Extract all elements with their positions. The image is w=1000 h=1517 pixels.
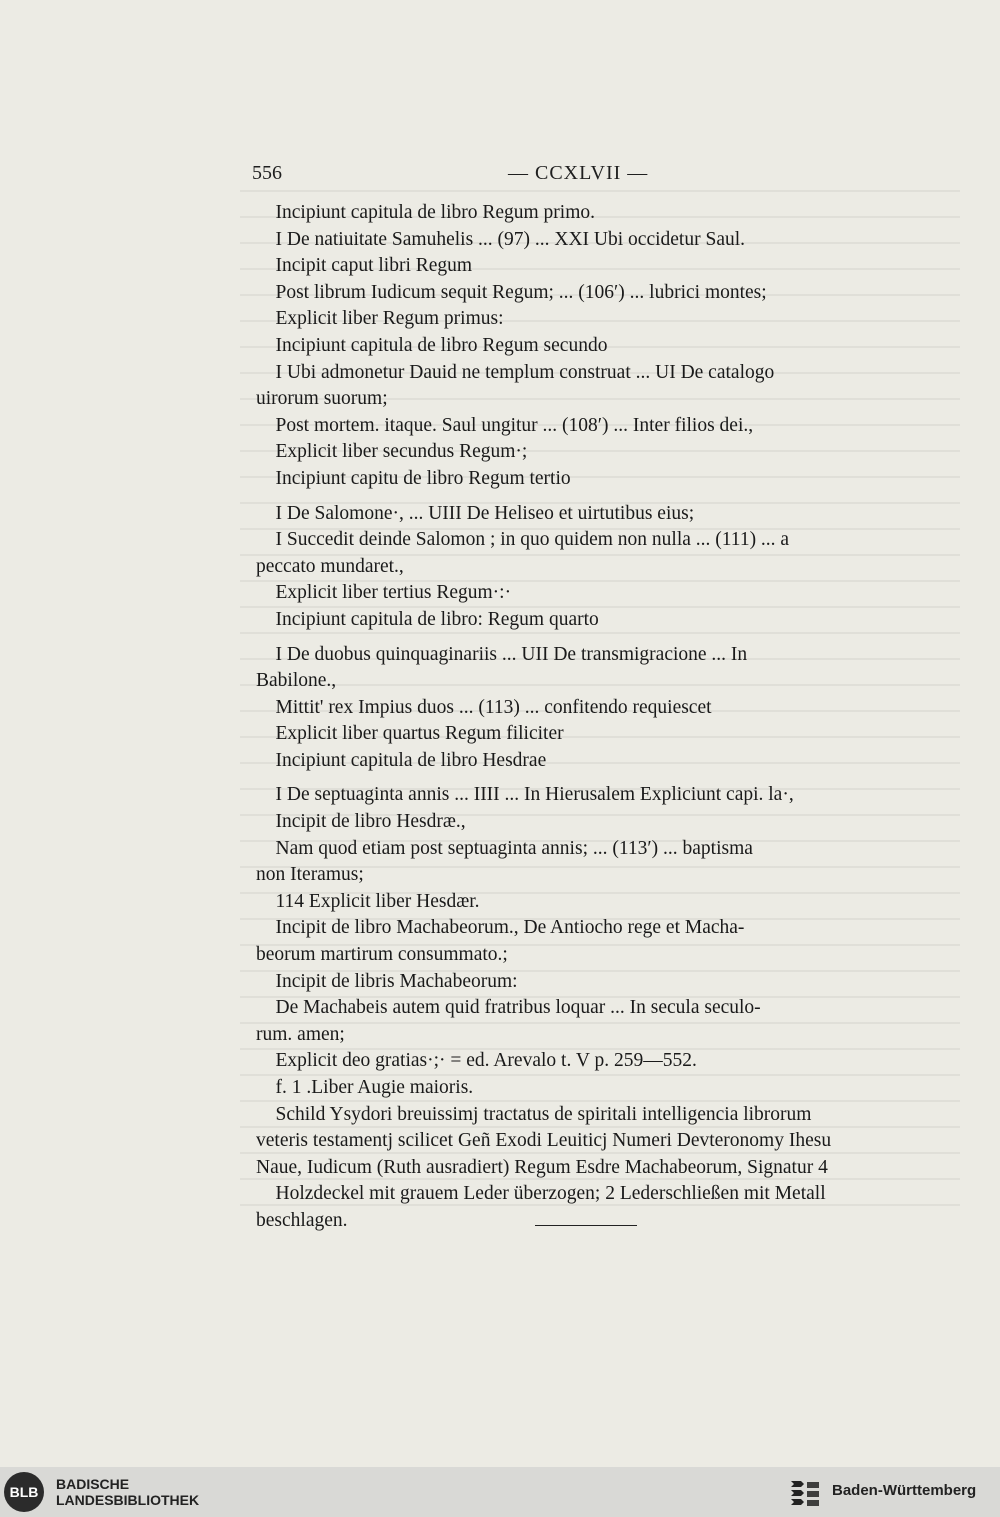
- text-line: uirorum suorum;: [256, 388, 388, 410]
- text-line: Holzdeckel mit grauem Leder überzogen; 2 Lederschließen mit Metall: [256, 1183, 826, 1205]
- text-line: Post librum Iudicum sequit Regum; ... (106′) ... lubrici montes;: [256, 281, 767, 303]
- body-text: [256, 200, 912, 1235]
- text-line: Explicit deo gratias·;· = ed. Arevalo t. V p. 259—552.: [256, 1050, 697, 1072]
- text-line: non Iteramus;: [256, 864, 364, 886]
- baden-wuerttemberg-lions-icon[interactable]: [788, 1477, 822, 1509]
- text-line: I De natiuitate Samuhelis ... (97) ... XXI Ubi occidetur Saul.: [256, 228, 746, 250]
- blb-logo[interactable]: BLB: [4, 1472, 44, 1512]
- text-line: Babilone.,: [256, 670, 337, 692]
- text-line: Nam quod etiam post septuaginta annis; ... (113′) ... baptisma: [256, 837, 753, 859]
- text-line: Incipit de libro Hesdræ.,: [256, 811, 466, 833]
- text-line: rum. amen;: [256, 1023, 345, 1045]
- end-rule: [535, 1225, 637, 1226]
- state-name[interactable]: Baden-Württemberg: [832, 1482, 977, 1499]
- text-line: Incipit caput libri Regum: [256, 255, 473, 277]
- page-header: [252, 160, 912, 190]
- text-line: De Machabeis autem quid fratribus loquar ... In secula seculo-: [256, 997, 761, 1019]
- text-line: Incipiunt capitu de libro Regum tertio: [256, 467, 571, 489]
- text-line: peccato mundaret.,: [256, 555, 404, 577]
- text-line: Incipiunt capitula de libro Regum primo.: [256, 202, 596, 223]
- text-line: Post mortem. itaque. Saul ungitur ... (108′) ... Inter filios dei.,: [256, 414, 754, 436]
- library-name[interactable]: [56, 1476, 199, 1508]
- library-name-line2: LANDESBIBLIOTHEK: [56, 1492, 200, 1508]
- text-line: I De Salomone·, ... UIII De Heliseo et uirtutibus eius;: [256, 502, 695, 524]
- text-line: beorum martirum consummato.;: [256, 944, 508, 966]
- text-line: Explicit liber secundus Regum·;: [256, 441, 528, 463]
- text-line: Incipiunt capitula de libro: Regum quarto: [256, 608, 599, 630]
- text-line: I De duobus quinquaginariis ... UII De transmigracione ... In: [256, 643, 748, 665]
- text-line: I Succedit deinde Salomon ; in quo quidem non nulla ... (111) ... a: [256, 529, 790, 551]
- line-gap: [256, 634, 912, 642]
- text-line: f. 1 .Liber Augie maioris.: [256, 1077, 474, 1098]
- text-line: Explicit liber Regum primus:: [256, 308, 504, 330]
- text-line: Mittit' rex Impius duos ... (113) ... confitendo requiescet: [256, 696, 712, 718]
- text-line: I De septuaginta annis ... IIII ... In Hierusalem Expliciunt capi. la·,: [256, 784, 794, 806]
- page-number: 556: [252, 162, 282, 184]
- library-name-line1: BADISCHE: [56, 1476, 130, 1492]
- line-gap: [256, 774, 912, 782]
- text-line: I Ubi admonetur Dauid ne templum construat ... UI De catalogo: [256, 361, 775, 383]
- text-line: beschlagen.: [256, 1209, 348, 1231]
- text-line: Explicit liber quartus Regum filiciter: [256, 723, 564, 745]
- text-line: Explicit liber tertius Regum·:·: [256, 582, 512, 604]
- line-gap: [256, 493, 912, 501]
- text-line: 114 Explicit liber Hesdær.: [256, 890, 480, 912]
- running-head: — CCXLVII —: [508, 162, 649, 184]
- text-line: veteris testamentj scilicet Geñ Exodi Leuiticj Numeri Devteronomy Ihesu: [256, 1130, 832, 1152]
- viewer-footer: [0, 1467, 1000, 1517]
- text-line: Incipiunt capitula de libro Regum secundo: [256, 334, 608, 356]
- text-line: Incipit de libris Machabeorum:: [256, 970, 518, 992]
- text-line: Schild Ysydori breuissimj tractatus de spiritali intelligencia librorum: [256, 1103, 812, 1125]
- text-line: Incipit de libro Machabeorum., De Antiocho rege et Macha-: [256, 917, 745, 939]
- text-line: Incipiunt capitula de libro Hesdrae: [256, 749, 547, 771]
- text-line: Naue, Iudicum (Ruth ausradiert) Regum Esdre Machabeorum, Signatur 4: [256, 1156, 828, 1178]
